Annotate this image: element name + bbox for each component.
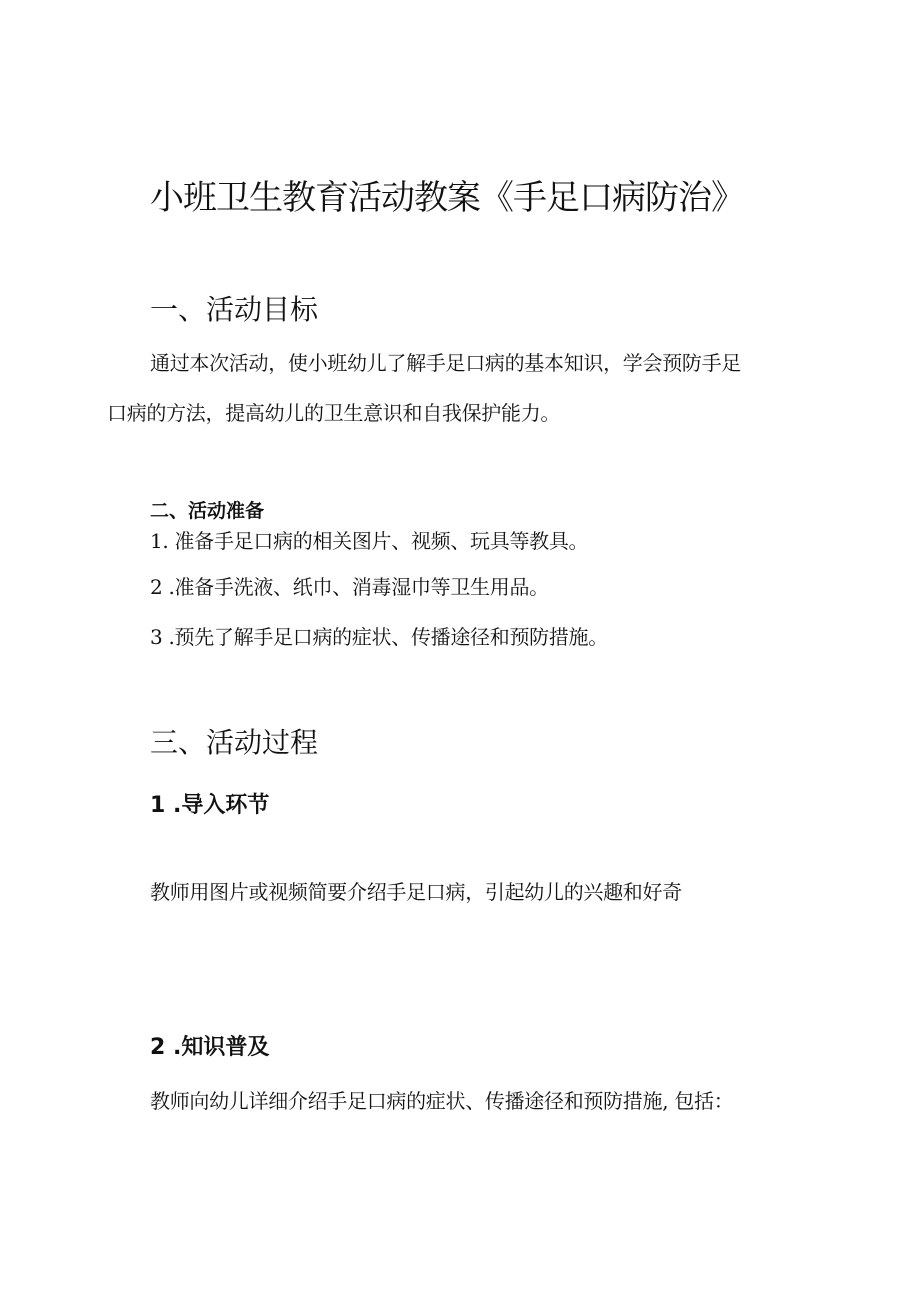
subheading-introduction: 1 .导入环节 [150, 793, 270, 818]
goals-paragraph-line-2: 口病的方法，提高幼儿的卫生意识和自我保护能力。 [107, 401, 561, 425]
section-heading-process: 三、活动过程 [150, 726, 319, 759]
subheading-knowledge: 2 .知识普及 [150, 1035, 270, 1060]
goals-paragraph-line-1: 通过本次活动，使小班幼儿了解手足口病的基本知识，学会预防手足 [150, 351, 741, 375]
preparation-item-2: 2 .准备手洗液、纸巾、消毒湿巾等卫生用品。 [150, 575, 549, 599]
knowledge-paragraph: 教师向幼儿详细介绍手足口病的症状、传播途径和预防措施, 包括： [150, 1089, 734, 1113]
introduction-paragraph: 教师用图片或视频简要介绍手足口病，引起幼儿的兴趣和好奇 [150, 880, 682, 904]
section-heading-goals: 一、活动目标 [150, 293, 319, 326]
section-heading-preparation: 二、活动准备 [150, 500, 265, 522]
document-title: 小班卫生教育活动教案《手足口病防治》 [150, 178, 744, 218]
preparation-item-1: 1. 准备手足口病的相关图片、视频、玩具等教具。 [150, 529, 589, 553]
preparation-item-3: 3 .预先了解手足口病的症状、传播途径和预防措施。 [150, 625, 608, 649]
